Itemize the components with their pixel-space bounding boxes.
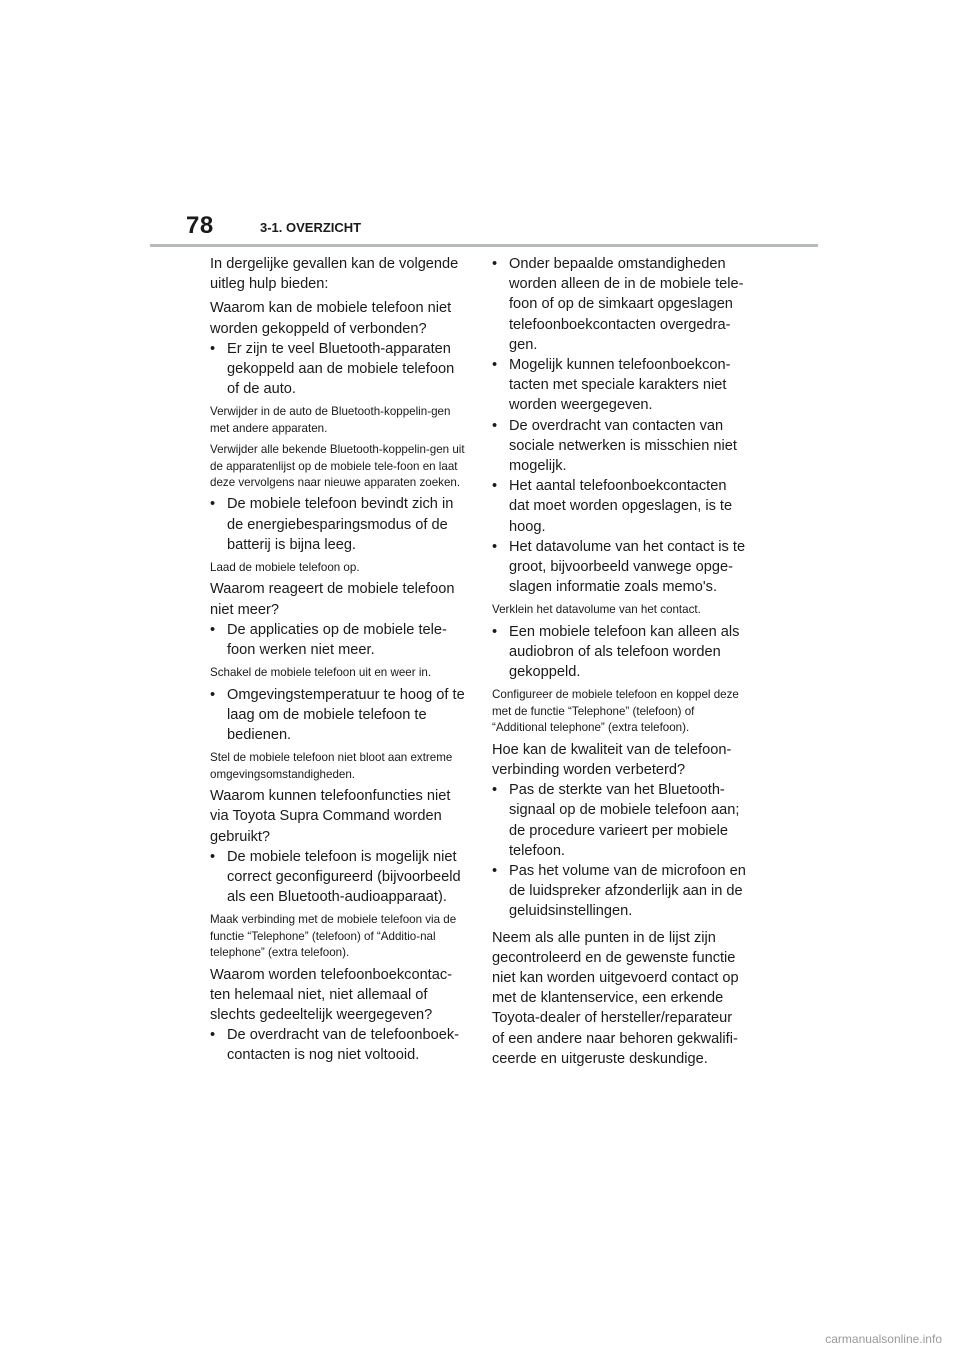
bullet-text: Er zijn te veel Bluetooth-apparaten gekoppeld aan de mobiele telefoon of de auto. [227, 340, 455, 398]
header-rule [150, 244, 818, 247]
bullet-dot: • [492, 862, 498, 879]
bullet-text: De overdracht van de telefoonboek-contacten is nog niet voltooid. [227, 1027, 460, 1064]
left-column [210, 254, 465, 1066]
bullet-item [492, 780, 747, 861]
question-pairing: Waarom kan de mobiele telefoon niet worden gekoppeld of verbonden? [210, 300, 452, 337]
bullet-text: Het aantal telefoonboekcontacten dat moet worden opgeslagen, is te hoog. [509, 478, 733, 535]
bullet-text: Omgevingstemperatuur te hoog of te laag om de mobiele telefoon te bedienen. [227, 686, 465, 744]
bullet-text: De mobiele telefoon bevindt zich in de energiebesparingsmodus of de batterij is bijna leeg. [227, 496, 454, 553]
question-call-quality: Hoe kan de kwaliteit van de telefoon-verbinding worden verbeterd? [492, 741, 732, 778]
bullet-text: Mogelijk kunnen telefoonboekcon-tacten met speciale karakters niet worden weergegeven. [509, 357, 731, 414]
bullet-dot: • [210, 686, 216, 703]
bullet-dot: • [492, 623, 498, 640]
bullet-text: De applicaties op de mobiele tele-foon werken niet meer. [227, 621, 447, 659]
bullet-dot: • [492, 478, 498, 495]
solution-note: Maak verbinding met de mobiele telefoon via de functie “Telephone” (telefoon) of “Additio-nal telephone” (extra telefoon). [210, 913, 457, 960]
bullet-dot: • [210, 621, 216, 638]
bullet-dot: • [210, 340, 216, 357]
solution-note: Verwijder alle bekende Bluetooth-koppelin-gen uit de apparatenlijst op de mobiele tele-foon en laat deze vervolgens naar nieuwe apparaten zoeken. [210, 443, 465, 490]
bullet-text: Het datavolume van het contact is te groot, bijvoorbeeld vanwege opge-slagen informatie zoals memo's. [509, 538, 746, 596]
bullet-item [492, 254, 747, 355]
question-contacts: Waarom worden telefoonboekcontac-ten helemaal niet, niet allemaal of slechts gedeeltelijk weergegeven? [210, 966, 453, 1023]
closing-paragraph: Neem als alle punten in de lijst zijn gecontroleerd en de gewenste functie niet kan worden uitgevoerd contact op met de klantenservice, een erkende Toyota-dealer of hersteller/reparateur of een andere naar behoren gekwalifi-ceerde en uitgeruste deskundige. [492, 929, 739, 1067]
bullet-item [210, 620, 465, 660]
intro-paragraph: In dergelijke gevallen kan de volgende uitleg hulp bieden: [210, 256, 459, 293]
bullet-text: Een mobiele telefoon kan alleen als audiobron of als telefoon worden gekoppeld. [509, 623, 740, 681]
footer-watermark-link[interactable]: carmanualsonline.info [825, 1332, 942, 1346]
question-not-responding: Waarom reageert de mobiele telefoon niet meer? [210, 581, 455, 618]
solution-note: Verklein het datavolume van het contact. [492, 603, 701, 617]
bullet-text: Pas de sterkte van het Bluetooth-signaal op de mobiele telefoon aan; de procedure varieert per mobiele telefoon. [509, 782, 740, 859]
solution-note: Laad de mobiele telefoon op. [210, 561, 360, 575]
bullet-item [492, 416, 747, 477]
bullet-item [210, 685, 465, 746]
bullet-dot: • [210, 848, 216, 865]
bullet-item [492, 476, 747, 537]
bullet-item [210, 847, 465, 908]
right-column [492, 254, 747, 1073]
section-title: 3-1. OVERZICHT [260, 220, 362, 235]
bullet-text: Onder bepaalde omstandigheden worden alleen de in de mobiele tele-foon of op de simkaart opgeslagen telefoonboekcontacten overgedra-gen. [509, 256, 744, 353]
bullet-text: De mobiele telefoon is mogelijk niet correct geconfigureerd (bijvoorbeeld als een Bluetooth-audioapparaat). [227, 848, 461, 906]
bullet-text: De overdracht van contacten van sociale netwerken is misschien niet mogelijk. [509, 417, 737, 475]
bullet-dot: • [492, 256, 498, 272]
bullet-text: Pas het volume van de microfoon en de luidspreker afzonderlijk aan in de geluidsinstellingen. [509, 862, 746, 920]
bullet-item [492, 537, 747, 598]
bullet-item [210, 1025, 465, 1065]
solution-note: Configureer de mobiele telefoon en koppel deze met de functie “Telephone” (telefoon) of “Additional telephone” (extra telefoon). [492, 688, 739, 735]
question-phone-functions: Waarom kunnen telefoonfuncties niet via Toyota Supra Command worden gebruikt? [210, 788, 451, 845]
bullet-dot: • [492, 417, 498, 434]
solution-note: Stel de mobiele telefoon niet bloot aan extreme omgevingsomstandigheden. [210, 751, 453, 781]
bullet-dot: • [210, 1027, 216, 1044]
bullet-item [210, 339, 465, 400]
page-number: 78 [186, 212, 214, 239]
bullet-item [492, 861, 747, 922]
solution-note: Verwijder in de auto de Bluetooth-koppelin-gen met andere apparaten. [210, 405, 451, 435]
bullet-item [492, 355, 747, 416]
solution-note: Schakel de mobiele telefoon uit en weer in. [210, 666, 432, 680]
bullet-dot: • [492, 538, 498, 555]
bullet-dot: • [492, 782, 498, 799]
bullet-dot: • [492, 357, 498, 374]
bullet-item [492, 622, 747, 683]
bullet-dot: • [210, 496, 216, 513]
bullet-item [210, 494, 465, 555]
